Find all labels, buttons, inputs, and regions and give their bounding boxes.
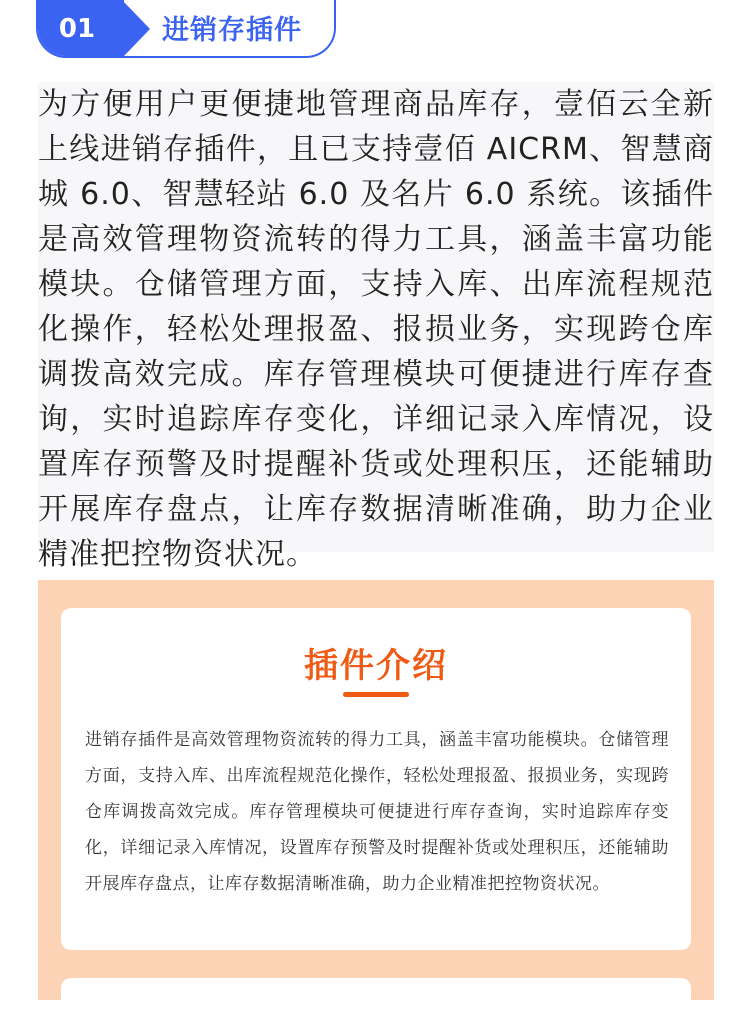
main-paragraph: 为方便用户更便捷地管理商品库存，壹佰云全新上线进销存插件，且已支持壹佰 AICRM、智慧商城 6.0、智慧轻站 6.0 及名片 6.0 系统。该插件是高效管理物资流转的得力工具，涵盖丰富功能模块。仓储管理方面，支持入库、出库流程规范化操作，轻松处理报盈、报损业务，实现跨仓库调拨高效完成。库存管理模块可便捷进行库存查询，实时追踪库存变化，详细记录入库情况，设置库存预警及时提醒补货或处理积压，还能辅助开展库存盘点，让库存数据清晰准确，助力企业精准把控物资状况。 — [38, 82, 714, 552]
intro-section — [38, 580, 714, 1000]
intro-card — [61, 608, 691, 950]
intro-card-body: 进销存插件是高效管理物资流转的得力工具，涵盖丰富功能模块。仓储管理方面，支持入库、出库流程规范化操作，轻松处理报盈、报损业务，实现跨仓库调拨高效完成。库存管理模块可便捷进行库存查询，实时追踪库存变化，详细记录入库情况，设置库存预警及时提醒补货或处理积压，还能辅助开展库存盘点，让库存数据清晰准确，助力企业精准把控物资状况。 — [85, 730, 669, 894]
arrow-icon — [122, 0, 150, 58]
next-card — [61, 978, 691, 1018]
section-header — [36, 0, 336, 58]
title-underline — [343, 692, 409, 697]
section-number: 01 — [38, 0, 124, 58]
intro-card-title: 插件介绍 — [304, 646, 448, 686]
section-title: 进销存插件 — [162, 14, 302, 46]
